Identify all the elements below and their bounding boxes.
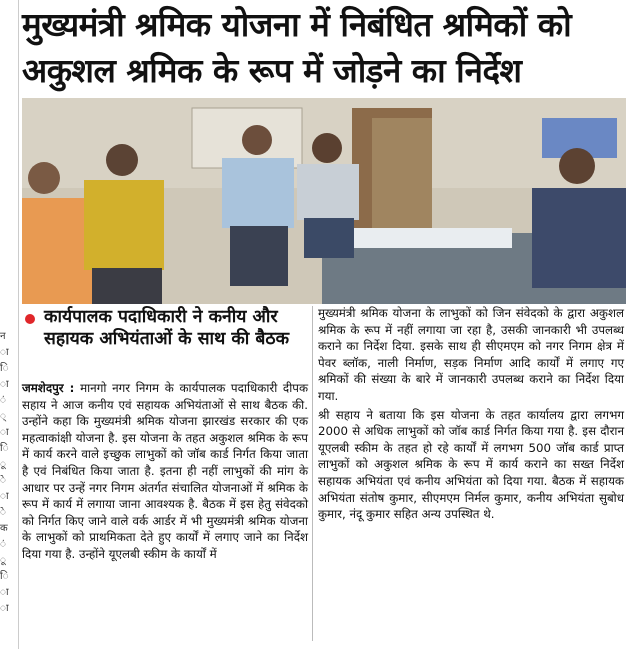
strip-glyph: ा [0,491,9,502]
strip-glyph: ् [0,411,6,422]
dateline: जमशेदपुर : [22,381,75,395]
strip-glyph: ा [0,379,9,390]
strip-glyph: ा [0,603,9,614]
article-column-right [318,305,624,525]
strip-glyph: न [0,331,6,342]
strip-glyph: ि [0,571,9,582]
column-divider [312,306,313,641]
article-body-left: मानगो नगर निगम के कार्यपालक पदाधिकारी दीपक सहाय ने आज कनीय एवं सहायक अभियंताओं से साथ बैठक की. उन्होंने कहा कि मुख्यमंत्री श्रमिक योजना झारखंड सरकार की एक महत्वाकांक्षी योजना है. इस योजना के तहत अकुशल श्रमिक के रूप में कार्य करने वाले इच्छुक लाभुकों को जॉब कार्ड निर्गत किया जाता है एवं निबंधित किया जाता है. इतना ही नहीं लाभुकों की मांग के आधार पर उन्हें नगर निगम अंतर्गत संचालित योजनाओं में श्रमिक के रूप में कार्य में लगाया जाना आवश्यक है. बैठक में इस हेतु संवेदको को निर्गत किए जाने वाले वर्क आर्डर में भी मुख्यमंत्री श्रमिक योजना के लाभुकों को प्राथमिकता देते हुए कार्यों में लगाए जाने का निर्देश दिया गया है. उन्होंने यूएलबी स्कीम के कार्यों में [22,381,309,561]
strip-glyph: ा [0,347,9,358]
strip-glyph: े [0,475,6,486]
article-paragraph: श्री सहाय ने बताया कि इस योजना के तहत कार्यालय द्वारा लगभग 2000 से अधिक लाभुकों को जॉब कार्ड निर्गत किया गया है. इस दौरान यूएलबी स्कीम के तहत हो रहे कार्यों में लगभग 500 जॉब कार्ड प्राप्त लाभुकों को अकुशल श्रमिक के रूप में कार्य कराने का सख्त निर्देश सहायक अभियंता एवं कनीय अभियंता को दिया गया. बैठक में सहायक अभियंता संतोष कुमार, सीएमएम निर्मल कुमार, कनीय अभियंता सुबोध कुमार, नंदू कुमार सहित अन्य उपस्थित थे. [318,407,624,522]
article-paragraph: मुख्यमंत्री श्रमिक योजना के लाभुकों को जिन संवेदको के द्वारा अकुशल श्रमिक के रूप में नहीं लगाया जा रहा है, उसकी जानकारी भी उपलब्ध कराने का निर्देश दिया. इसके साथ ही सीएमएम को नगर निगम क्षेत्र में पेवर ब्लॉक, नाली निर्माण, सड़क निर्माण आदि कार्यों में लगाए गए श्रमिकों की संख्या के बारे में जानकारी उपलब्ध कराने का निर्देश दिया गया. [318,306,624,403]
subheadline: कार्यपालक पदाधिकारी ने कनीय और सहायक अभियंताओं के साथ की बैठक [44,307,290,349]
article-column-left [22,380,308,563]
strip-glyph: ि [0,443,9,454]
meeting-photo-illustration [22,98,626,304]
strip-glyph: क [0,523,8,534]
strip-glyph: े [0,507,6,518]
adjacent-column-fragment [0,0,19,649]
strip-glyph: ू [0,555,6,566]
strip-glyph: ा [0,427,9,438]
strip-glyph: ा [0,587,9,598]
red-bullet-icon [25,314,35,324]
headline: मुख्यमंत्री श्रमिक योजना में निबंधित श्रमिकों को अकुशल श्रमिक के रूप में जोड़ने का निर्देश [22,5,572,90]
news-photo [22,98,626,304]
strip-glyph: ं [0,539,6,550]
subheadline-block [22,306,312,376]
strip-glyph: ू [0,459,6,470]
strip-glyph: ं [0,395,6,406]
strip-glyph: ि [0,363,9,374]
